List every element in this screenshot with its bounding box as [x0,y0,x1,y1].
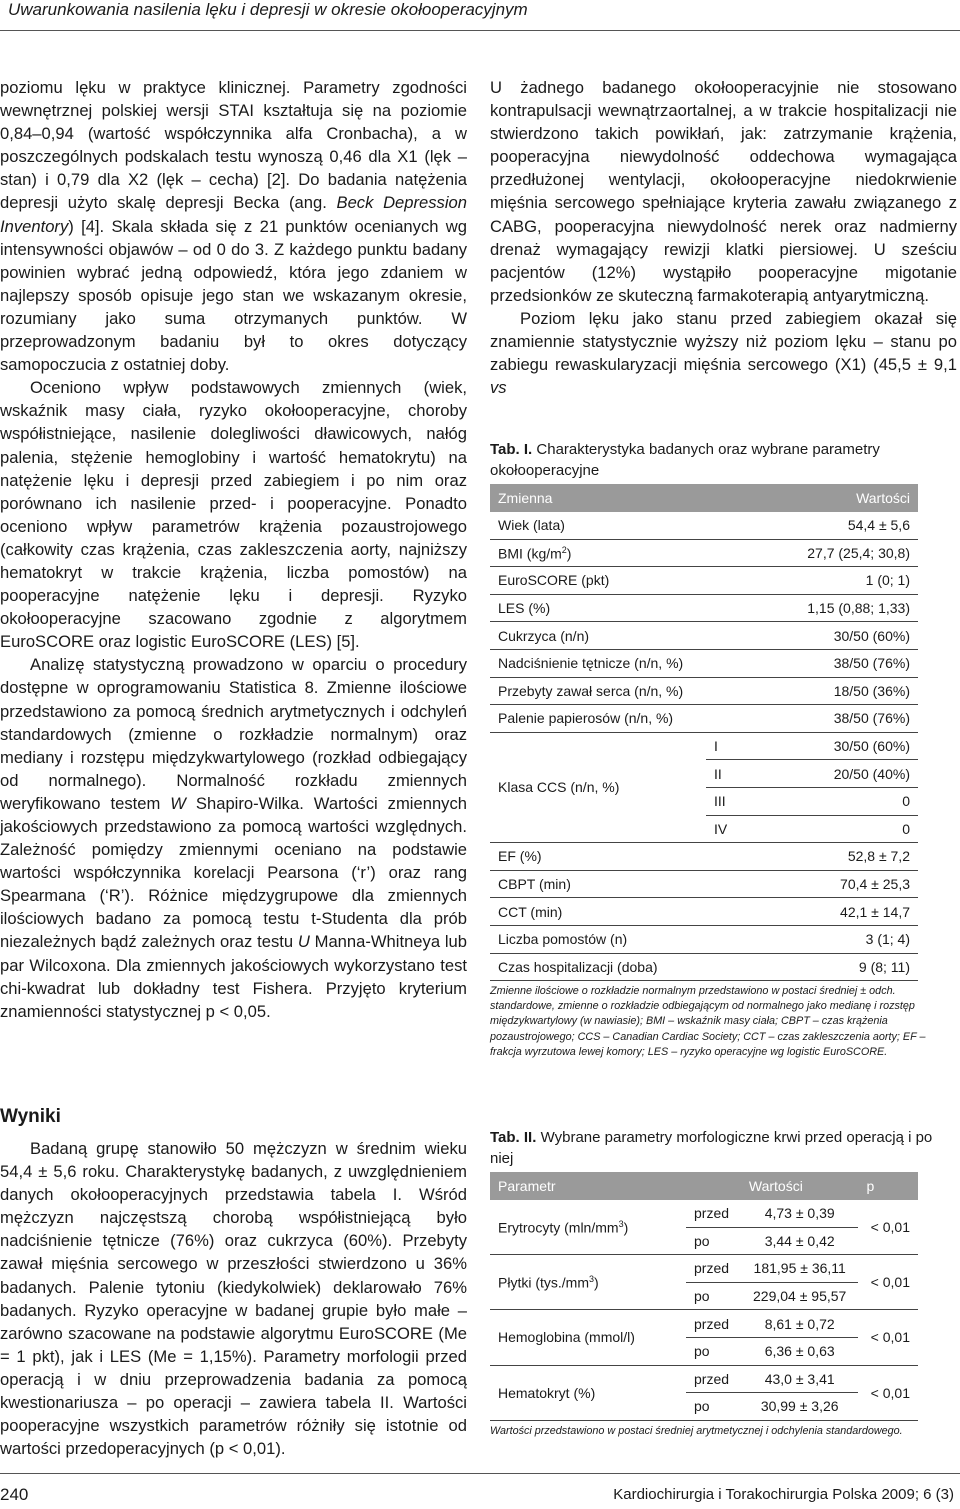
cell: IV [706,815,748,843]
cell: CCT (min) [490,898,748,926]
cell: < 0,01 [858,1310,918,1365]
column-header: Wartości [748,484,918,512]
paragraph: Oceniono wpływ podstawowych zmiennych (wiek, wskaźnik masy ciała, ryzyko okołooperacyjne, choroby współistniejące, nasilenie dolegliwości dławicowych, nałóg palenia, stężenie hemoglobiny i wartość hematokrytu) na natężenie lęku i depresji przed zabiegiem i po nim oraz porównano ich nasilenie przed- i pooperacyjne. Ponadto oceniono wpływ parametrów krążenia pozaustrojowego (całkowity czas krążenia, czas zakleszczenia aorty, najniższy hematokryt w trakcie krążenia, liczba pomostów) na pooperacyjne natężenie lęku i depresji. Ryzyko okołooperacyjne szacowano zgodnie z algorytmem EuroSCORE oraz logistic EuroSCORE (LES) [5]. [0,378,467,652]
left-column [0,76,467,1023]
table-row [490,649,918,677]
cell: po [686,1337,741,1365]
footer-divider [0,1473,960,1474]
cell: Erytrocyty $(mln/mm^3)$ [490,1200,686,1255]
table-row [490,567,918,595]
cell: LES (%) [490,594,748,622]
paragraph: poziomu lęku w praktyce klinicznej. Parametry zgodności wewnętrznej polskiej wersji STAI kształtuja się na poziomie 0,84–0,94 (wartość współczynnika alfa Cronbacha), a w poszczególnych podskalach testu wynoszą 0,46 dla X1 (lęk – stan) i 0,79 dla X2 (lęk – cecha) [2]. Do badania natężenia depresji użyto skalę depresji Becka (ang. Beck Depression Inventory) [4]. Skala składa się z 21 punktów ocenianych wg intensywności objawów – od 0 do 3. Z każdego punktu badany powinien wybrać jedną odpowiedź, która jego zdaniem w najlepszy sposób opisuje jego stan we wskazanym okresie, rozumiany jako suma otrzymanych punktów. W przeprowadzonym badaniu był to okres dotyczący samopoczucia z ostatniej doby. [0,78,467,375]
table-row [490,622,918,650]
cell: 181,95 ± 36,11 [741,1255,859,1283]
cell: Wiek (lata) [490,512,748,539]
cell: I [706,732,748,760]
journal-citation: Kardiochirurgia i Torakochirurgia Polska 2009; 6 (3) [613,1486,954,1503]
cell: Płytki $(tys./mm^3)$ [490,1255,686,1310]
table-row [490,705,918,733]
wyniki-section [0,1137,467,1460]
cell: Nadciśnienie tętnicze (n/n, %) [490,649,748,677]
cell: 1,15 (0,88; 1,33) [748,594,918,622]
cell: przed [686,1365,741,1393]
cell: przed [686,1255,741,1283]
cell: BMI $(kg/m^2)$ [490,539,748,567]
page-number: 240 [0,1485,29,1504]
column-header: p [858,1172,918,1200]
cell: Liczba pomostów (n) [490,925,748,953]
cell: Przebyty zawał serca (n/n, %) [490,677,748,705]
table-row [490,1365,918,1393]
cell: Hemoglobina (mmol/l) [490,1310,686,1365]
paragraph: U żadnego badanego okołooperacyjnie nie stosowano kontrapulsacji wewnątrzaortalnej, a w trakcie hospitalizacji nie stwierdzono takich powikłań, jak: zatrzymanie krążenia, pooperacyjna niewydolność oddechowa wymagająca przedłużonej wentylacji, okołooperacyjne niedokrwienie mięśnia sercowego spełniające kryteria zawału związanego z CABG, pooperacyjna niewydolność nerek oraz nadmierny drenaż wymagający rewizji klatki piersiowej. U sześciu pacjentów (12%) wystąpiło pooperacyjne migotanie przedsionków ze skuteczną farmakoterapią antyarytmiczną. [490,78,957,305]
cell: 0 [748,815,918,843]
table-header-row [490,484,918,512]
table2 [490,1172,918,1421]
paragraph: Analizę statystyczną prowadzono w oparciu o procedury dostępne w oprogramowaniu Statistica 8. Zmienne ilościowe przedstawiono za pomocą średnich arytmetycznych i odchyleń standardowych (zmienne o rozkładzie normalnym) oraz mediany i rozstępu międzykwartylowego (rozkład odbiegający od normalnego). Normalność rozkładu zmiennych weryfikowano testem W Shapiro-Wilka. Wartości zmiennych jakościowych przedstawiono za pomocą wartości względnych. Zależność pomiędzy zmiennymi oceniano na podstawie wartości współczynnika korelacji Pearsona (‘r’) oraz rang Spearmana (‘R’). Różnice międzygrupowe dla zmiennych ilościowych badano za pomocą testu t-Studenta dla prób niezależnych bądź zależnych oraz testu U Manna-Whitneya lub par Wilcoxona. Dla zmiennych jakościowych wykorzystano test chi-kwadrat lub dokładny test Fishera. Przyjęto kryterium znamienności statystycznej p < 0,05. [0,655,467,1021]
cell: 54,4 ± 5,6 [748,512,918,539]
table1-note: Zmienne ilościowe o rozkładzie normalnym przedstawiono w postaci średniej ± odch. standardowe, zmienne o rozkładzie odbiegającym od normalnego jako medianę i rozstęp międzykwartylowy (w nawiasie); BMI – wskaźnik masy ciała; CBPT – czas krążenia pozaustrojowego; CCS – Canadian Cardiac Society; CCT – czas zakleszczenia aorty; EF – frakcja wyrzutowa lewej komory; LES – ryzyko operacyjne wg logistic EuroSCORE. [490,985,926,1058]
cell: 0 [748,787,918,815]
cell: 70,4 ± 25,3 [748,870,918,898]
cell: < 0,01 [858,1200,918,1255]
table-row [490,870,918,898]
cell: 229,04 ± 95,57 [741,1282,859,1310]
table-row [490,1255,918,1283]
cell: po [686,1227,741,1255]
column-header: Wartości [741,1172,859,1200]
cell: po [686,1393,741,1421]
cell: EF (%) [490,843,748,871]
table-header-row [490,1172,918,1200]
table-row [490,539,918,567]
cell: Cukrzyca (n/n) [490,622,748,650]
cell: 4,73 ± 0,39 [741,1200,859,1227]
cell: Palenie papierosów (n/n, %) [490,705,748,733]
paragraph: Poziom lęku jako stanu przed zabiegiem okazał się znamiennie statystycznie wyższy niż poziom lęku – stanu po zabiegu rewaskularyzacji mięśnia sercowego (X1) (45,5 ± 9,1 vs [490,308,957,398]
table-row [490,953,918,981]
column-header: Zmienna [490,484,748,512]
cell: 6,36 ± 0,63 [741,1337,859,1365]
cell: 9 (8; 11) [748,953,918,981]
cell: Hematokryt (%) [490,1365,686,1420]
cell: < 0,01 [858,1365,918,1420]
cell: 38/50 (76%) [748,649,918,677]
table1 [490,484,918,981]
running-title: Uwarunkowania nasilenia lęku i depresji w okresie okołooperacyjnym [8,0,528,19]
cell: 52,8 ± 7,2 [748,843,918,871]
cell: 30/50 (60%) [748,732,918,760]
table-row [490,1310,918,1338]
table-row [490,1200,918,1227]
table-row [490,512,918,539]
table-row [490,843,918,871]
table-row [490,925,918,953]
cell: 8,61 ± 0,72 [741,1310,859,1338]
cell: 42,1 ± 14,7 [748,898,918,926]
cell: 30,99 ± 3,26 [741,1393,859,1421]
header-divider [0,30,960,31]
cell: 43,0 ± 3,41 [741,1365,859,1393]
table2-caption: Tab. II. Wybrane parametry morfologiczne krwi przed operacją i po niej [490,1129,933,1167]
cell: Czas hospitalizacji (doba) [490,953,748,981]
table2-note: Wartości przedstawiono w postaci średniej arytmetycznej i odchylenia standardowego. [490,1425,903,1437]
column-header: Parametr [490,1172,741,1200]
table-row [490,594,918,622]
cell: II [706,760,748,788]
cell: EuroSCORE (pkt) [490,567,748,595]
table-row [490,898,918,926]
cell: po [686,1282,741,1310]
cell: < 0,01 [858,1255,918,1310]
cell: 30/50 (60%) [748,622,918,650]
cell: przed [686,1310,741,1338]
cell: CBPT (min) [490,870,748,898]
cell: 20/50 (40%) [748,760,918,788]
cell: 1 (0; 1) [748,567,918,595]
table-row [490,732,918,760]
cell: Klasa CCS (n/n, %) [490,732,706,842]
cell: III [706,787,748,815]
cell: 27,7 (25,4; 30,8) [748,539,918,567]
cell: 3,44 ± 0,42 [741,1227,859,1255]
right-column [490,76,957,399]
cell: przed [686,1200,741,1227]
cell: 38/50 (76%) [748,705,918,733]
paragraph: Badaną grupę stanowiło 50 mężczyzn w średnim wieku 54,4 ± 5,6 roku. Charakterystykę badanych, z uwzględnieniem danych okołooperacyjnych przedstawia tabela I. Wśród mężczyzn najczęstszą chorobą współistniejącą było nadciśnienie tętnicze (76%) oraz cukrzyca (60%). Przebyty zawał mięśnia sercowego w przeszłości stwierdzono u 36% badanych. Palenie tytoniu (kiedykolwiek) deklarowało 76% badanych. Ryzyko operacyjne w badanej grupie było małe – zarówno szacowane na podstawie algorytmu EuroSCORE (Me = 1 pkt), jak i LES (Me = 1,15%). Parametry morfologii przed operacją i w dniu przeprowadzenia badania za pomocą kwestionariusza – po operacji – zawiera tabela II. Wartości pooperacyjne wszystkich parametrów różniły się istotnie od wartości przedoperacyjnych (p < 0,01). [0,1139,467,1459]
cell: 18/50 (36%) [748,677,918,705]
section-heading-wyniki: Wyniki [0,1106,61,1127]
table1-caption: Tab. I. Charakterystyka badanych oraz wybrane parametry okołooperacyjne [490,441,880,479]
cell: 3 (1; 4) [748,925,918,953]
table-row [490,677,918,705]
